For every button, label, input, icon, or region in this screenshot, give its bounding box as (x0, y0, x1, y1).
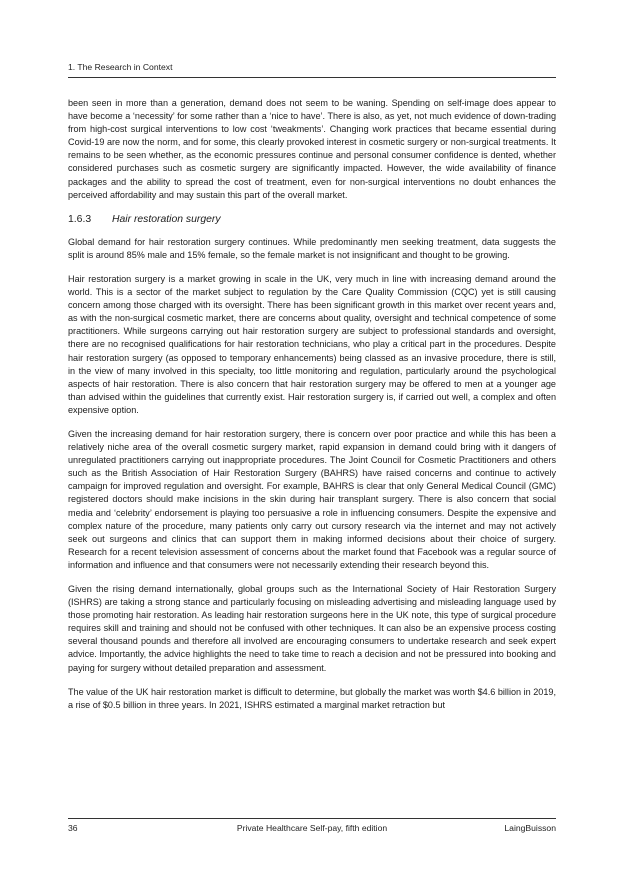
publisher-name: LaingBuisson (504, 823, 556, 833)
section-number: 1.6.3 (68, 213, 92, 225)
paragraph: The value of the UK hair restoration market is difficult to determine, but globally the market was worth $4.6 billion in 2019, a rise of $0.5 billion in three years. In 2021, ISHRS estimated a marginal market retraction but (68, 686, 556, 710)
page-number: 36 (68, 823, 78, 833)
paragraph: Global demand for hair restoration surgery continues. While predominantly men seeking treatment, data suggests the split is around 85% male and 15% female, so the female market is not insignificant and thought to be growing. (68, 236, 556, 260)
header-rule (68, 77, 556, 78)
paragraph: Given the increasing demand for hair restoration surgery, there is concern over poor practice and while this has been a relatively niche area of the overall cosmetic surgery market, rapid expansion in demand could bring with it dangers of unregulated practitioners carrying out inappropriate procedures. The Joint Council for Cosmetic Practitioners and others such as the British Association of Hair Restoration Surgery (BAHRS) have raised concerns and continue to actively campaign for improved regulation and oversight. For example, BAHRS is clear that only General Medical Council (GMC) registered doctors should make incisions in the skin during hair transplant surgery. There is also concern that social media and ‘celebrity’ endorsement is playing too persuasive a role in influencing consumers. Despite the expensive and complex nature of the procedure, many patients only carry out cursory research via the internet and may not actively seek out surgeons and clinics that can support them in making informed decisions about their choice of surgery. Research for a recent television assessment of concerns about the market found that Facebook was a regular source of information and influence and that consumers were not necessarily extending their research beyond this. (68, 428, 556, 570)
running-header: 1. The Research in Context (68, 62, 173, 72)
section-title: Hair restoration surgery (112, 213, 221, 225)
paragraph-continued: been seen in more than a generation, demand does not seem to be waning. Spending on self-image does appear to have become a ‘necessity’ for some rather than a ‘nice to have’. There is also, as yet, not much evidence of down-trading from high-cost surgical interventions to low cost ‘tweakments’. Changing work practices that became essential during Covid-19 are now the norm, and for some, this clearly provoked interest in cosmetic surgery or non-surgical treatments. It remains to be seen whether, as the economic pressures continue and personal consumer confidence is dented, whether considered purchases such as cosmetic surgery are significantly impacted. However, the wide availability of finance packages and the ability to spread the cost of treatment, even for non-surgical interventions no doubt enhances the perceived affordability and may sustain this part of the overall market. (68, 98, 556, 200)
page-footer (68, 823, 556, 835)
body-text (68, 97, 556, 723)
paragraph: Hair restoration surgery is a market growing in scale in the UK, very much in line with increasing demand around the world. This is a sector of the market subject to regulation by the Care Quality Commission (CQC) yet is still causing concern among those charged with its oversight. There has been significant growth in this market over recent years and, as with the non-surgical cosmetic market, there are concerns about quality, oversight and technical competence of some practitioners. While surgeons carrying out hair restoration surgery are subject to professional standards and oversight, there are no recognised qualifications for hair restoration technicians, who play a critical part in the procedures. Despite hair restoration surgery (as opposed to temporary enhancements) being classed as an invasive procedure, there is still, in the view of many involved in this specialty, too little monitoring and regulation, particularly around the psychological aspects of hair restoration. There is also concern that hair restoration surgery may be offered to men at a younger age than advised within the guidelines that currently exist. Hair restoration surgery is, if carried out well, a complex and often expensive option. (68, 273, 556, 415)
footer-rule (68, 818, 556, 819)
publication-title: Private Healthcare Self-pay, fifth edition (236, 823, 388, 833)
paragraph: Given the rising demand internationally, global groups such as the International Society of Hair Restoration Surgery (ISHRS) are taking a strong stance and particularly focusing on misleading advertising and misleading language used by those promoting hair restoration. As leading hair restoration surgeons here in the UK note, this type of surgical procedure requires skill and training and should not be confused with other techniques. It can also be an expensive process costing several thousand pounds and therefore all involved are encouraging consumers to undertake research and seek expert advice. Importantly, the advice highlights the need to take time to reach a decision and not be pressured into booking and paying for surgery without detailed preparation and assessment. (68, 584, 556, 673)
section-heading (68, 213, 556, 227)
